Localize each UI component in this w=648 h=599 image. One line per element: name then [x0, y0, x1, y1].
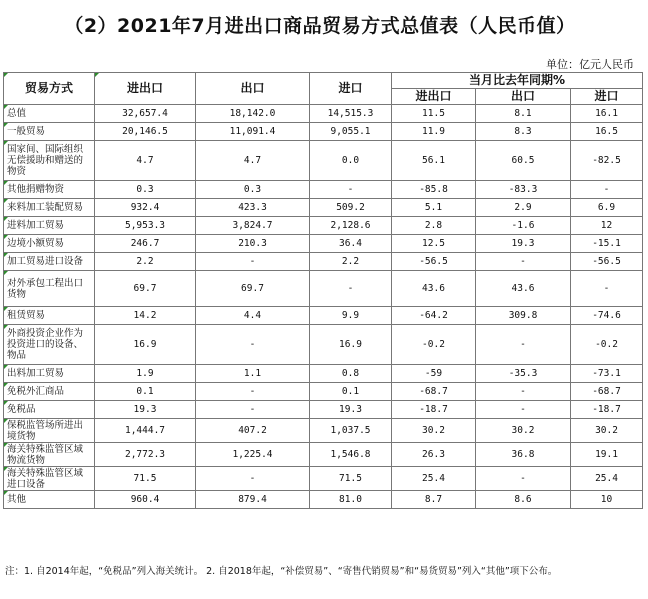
row-total-cell: 2,772.3	[95, 443, 196, 467]
row-yoy-export-cell: 8.6	[476, 491, 571, 509]
header-yoy-export: 出口	[476, 89, 571, 105]
row-name-cell: 其他捐赠物资	[4, 181, 95, 199]
row-import-cell: 0.1	[310, 383, 392, 401]
row-yoy-total-cell: -56.5	[392, 253, 476, 271]
row-yoy-import-cell: 12	[571, 217, 643, 235]
row-yoy-import-cell: -82.5	[571, 141, 643, 181]
row-name-cell: 出料加工贸易	[4, 365, 95, 383]
row-yoy-export-cell: 19.3	[476, 235, 571, 253]
trade-mode-table	[3, 72, 643, 509]
row-yoy-export-cell: -	[476, 401, 571, 419]
row-yoy-export-cell: -83.3	[476, 181, 571, 199]
row-yoy-import-cell: 16.1	[571, 105, 643, 123]
row-yoy-total-cell: 5.1	[392, 199, 476, 217]
row-yoy-total-cell: -0.2	[392, 325, 476, 365]
row-yoy-total-cell: 30.2	[392, 419, 476, 443]
row-yoy-export-cell: 60.5	[476, 141, 571, 181]
row-import-cell: 509.2	[310, 199, 392, 217]
row-name-cell: 海关特殊监管区域进口设备	[4, 467, 95, 491]
row-yoy-export-cell: -1.6	[476, 217, 571, 235]
row-name-cell: 对外承包工程出口货物	[4, 271, 95, 307]
row-yoy-total-cell: 56.1	[392, 141, 476, 181]
row-export-cell: 18,142.0	[196, 105, 310, 123]
row-yoy-export-cell: 2.9	[476, 199, 571, 217]
row-total-cell: 1,444.7	[95, 419, 196, 443]
header-total: 进出口	[95, 73, 196, 105]
row-name-cell: 总值	[4, 105, 95, 123]
row-yoy-total-cell: -64.2	[392, 307, 476, 325]
row-total-cell: 0.1	[95, 383, 196, 401]
row-total-cell: 14.2	[95, 307, 196, 325]
row-import-cell: -	[310, 271, 392, 307]
row-import-cell: 36.4	[310, 235, 392, 253]
row-import-cell: 9,055.1	[310, 123, 392, 141]
row-total-cell: 246.7	[95, 235, 196, 253]
row-import-cell: 14,515.3	[310, 105, 392, 123]
row-yoy-import-cell: 6.9	[571, 199, 643, 217]
row-export-cell: -	[196, 467, 310, 491]
row-total-cell: 69.7	[95, 271, 196, 307]
row-yoy-export-cell: -	[476, 253, 571, 271]
row-name-cell: 免税外汇商品	[4, 383, 95, 401]
table-row	[4, 199, 643, 217]
row-yoy-export-cell: 309.8	[476, 307, 571, 325]
row-import-cell: 71.5	[310, 467, 392, 491]
row-name-cell: 保税监管场所进出境货物	[4, 419, 95, 443]
row-export-cell: 69.7	[196, 271, 310, 307]
row-name-cell: 来料加工装配贸易	[4, 199, 95, 217]
row-export-cell: 11,091.4	[196, 123, 310, 141]
row-yoy-total-cell: 26.3	[392, 443, 476, 467]
table-row	[4, 235, 643, 253]
row-export-cell: -	[196, 253, 310, 271]
table-row	[4, 141, 643, 181]
row-total-cell: 4.7	[95, 141, 196, 181]
table-row	[4, 401, 643, 419]
row-name-cell: 其他	[4, 491, 95, 509]
row-import-cell: 2,128.6	[310, 217, 392, 235]
unit-label: 单位：亿元人民币	[546, 58, 634, 71]
row-yoy-import-cell: -56.5	[571, 253, 643, 271]
row-export-cell: 423.3	[196, 199, 310, 217]
row-yoy-export-cell: 8.1	[476, 105, 571, 123]
row-yoy-export-cell: 30.2	[476, 419, 571, 443]
page-title: （2）2021年7月进出口商品贸易方式总值表（人民币值）	[64, 14, 576, 37]
row-yoy-export-cell: 36.8	[476, 443, 571, 467]
row-total-cell: 16.9	[95, 325, 196, 365]
table-row	[4, 253, 643, 271]
row-import-cell: 9.9	[310, 307, 392, 325]
row-yoy-import-cell: 19.1	[571, 443, 643, 467]
row-yoy-import-cell: -0.2	[571, 325, 643, 365]
table-row	[4, 181, 643, 199]
row-yoy-total-cell: -18.7	[392, 401, 476, 419]
row-name-cell: 进料加工贸易	[4, 217, 95, 235]
row-export-cell: 1.1	[196, 365, 310, 383]
row-name-cell: 一般贸易	[4, 123, 95, 141]
header-export: 出口	[196, 73, 310, 105]
row-total-cell: 5,953.3	[95, 217, 196, 235]
table-row	[4, 383, 643, 401]
row-yoy-total-cell: 43.6	[392, 271, 476, 307]
row-export-cell: 4.4	[196, 307, 310, 325]
row-import-cell: 0.8	[310, 365, 392, 383]
table-row	[4, 123, 643, 141]
row-total-cell: 932.4	[95, 199, 196, 217]
row-yoy-total-cell: -59	[392, 365, 476, 383]
row-yoy-import-cell: -74.6	[571, 307, 643, 325]
row-yoy-import-cell: 10	[571, 491, 643, 509]
row-total-cell: 71.5	[95, 467, 196, 491]
row-export-cell: 0.3	[196, 181, 310, 199]
row-export-cell: 3,824.7	[196, 217, 310, 235]
table-row	[4, 105, 643, 123]
row-yoy-import-cell: -73.1	[571, 365, 643, 383]
row-yoy-import-cell: -15.1	[571, 235, 643, 253]
row-yoy-total-cell: 2.8	[392, 217, 476, 235]
row-export-cell: -	[196, 383, 310, 401]
row-import-cell: 81.0	[310, 491, 392, 509]
row-total-cell: 1.9	[95, 365, 196, 383]
row-import-cell: 0.0	[310, 141, 392, 181]
row-name-cell: 外商投资企业作为投资进口的设备、物品	[4, 325, 95, 365]
row-yoy-total-cell: 8.7	[392, 491, 476, 509]
row-total-cell: 19.3	[95, 401, 196, 419]
row-yoy-export-cell: -	[476, 325, 571, 365]
row-export-cell: 210.3	[196, 235, 310, 253]
header-trade-mode: 贸易方式	[4, 73, 95, 105]
row-total-cell: 2.2	[95, 253, 196, 271]
row-yoy-import-cell: -18.7	[571, 401, 643, 419]
row-yoy-total-cell: 12.5	[392, 235, 476, 253]
row-import-cell: 1,546.8	[310, 443, 392, 467]
row-yoy-import-cell: -	[571, 271, 643, 307]
row-name-cell: 国家间、国际组织无偿援助和赠送的物资	[4, 141, 95, 181]
table-body	[4, 105, 643, 509]
row-import-cell: 2.2	[310, 253, 392, 271]
row-name-cell: 加工贸易进口设备	[4, 253, 95, 271]
row-yoy-total-cell: 11.5	[392, 105, 476, 123]
row-import-cell: 1,037.5	[310, 419, 392, 443]
row-total-cell: 32,657.4	[95, 105, 196, 123]
row-yoy-export-cell: -35.3	[476, 365, 571, 383]
table-row	[4, 491, 643, 509]
row-yoy-import-cell: -68.7	[571, 383, 643, 401]
table-row	[4, 271, 643, 307]
row-import-cell: 16.9	[310, 325, 392, 365]
row-import-cell: -	[310, 181, 392, 199]
table-row	[4, 467, 643, 491]
row-total-cell: 20,146.5	[95, 123, 196, 141]
row-export-cell: 1,225.4	[196, 443, 310, 467]
row-yoy-import-cell: 25.4	[571, 467, 643, 491]
row-export-cell: 4.7	[196, 141, 310, 181]
row-export-cell: 407.2	[196, 419, 310, 443]
footnote: 注：1. 自2014年起，“免税品”列入海关统计。 2. 自2018年起，“补偿贸易”、“寄售代销贸易”和“易货贸易”列入“其他”项下公布。	[5, 566, 558, 577]
header-yoy-total: 进出口	[392, 89, 476, 105]
row-import-cell: 19.3	[310, 401, 392, 419]
table-row	[4, 307, 643, 325]
row-yoy-import-cell: 16.5	[571, 123, 643, 141]
row-export-cell: -	[196, 325, 310, 365]
header-yoy-group: 当月比去年同期%	[392, 73, 643, 89]
row-yoy-export-cell: 8.3	[476, 123, 571, 141]
row-yoy-export-cell: -	[476, 383, 571, 401]
row-yoy-total-cell: -68.7	[392, 383, 476, 401]
row-yoy-total-cell: 11.9	[392, 123, 476, 141]
row-yoy-total-cell: 25.4	[392, 467, 476, 491]
row-total-cell: 960.4	[95, 491, 196, 509]
row-export-cell: -	[196, 401, 310, 419]
row-yoy-export-cell: -	[476, 467, 571, 491]
row-name-cell: 海关特殊监管区域物流货物	[4, 443, 95, 467]
table-row	[4, 365, 643, 383]
table-row	[4, 443, 643, 467]
header-import: 进口	[310, 73, 392, 105]
row-name-cell: 免税品	[4, 401, 95, 419]
header-yoy-import: 进口	[571, 89, 643, 105]
row-name-cell: 租赁贸易	[4, 307, 95, 325]
row-yoy-total-cell: -85.8	[392, 181, 476, 199]
table-row	[4, 217, 643, 235]
row-export-cell: 879.4	[196, 491, 310, 509]
row-yoy-import-cell: -	[571, 181, 643, 199]
row-name-cell: 边境小额贸易	[4, 235, 95, 253]
table-row	[4, 325, 643, 365]
table-row	[4, 419, 643, 443]
row-total-cell: 0.3	[95, 181, 196, 199]
row-yoy-export-cell: 43.6	[476, 271, 571, 307]
row-yoy-import-cell: 30.2	[571, 419, 643, 443]
